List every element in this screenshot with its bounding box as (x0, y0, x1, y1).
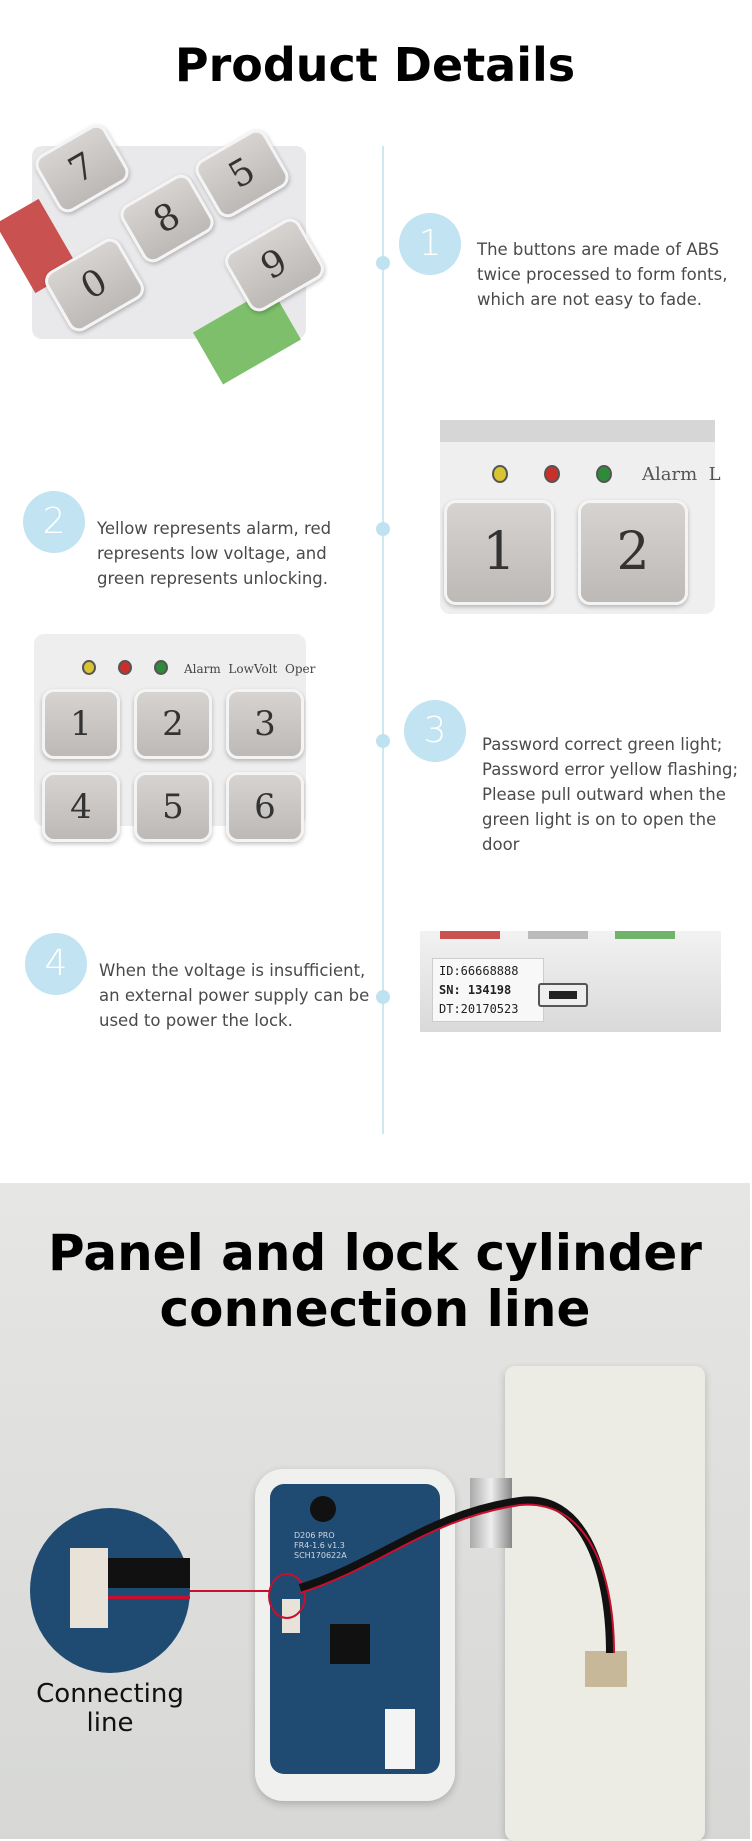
timeline-dot (376, 990, 390, 1004)
usb-port-icon (538, 983, 588, 1007)
key-2: 2 (134, 689, 212, 759)
red-led (118, 660, 132, 675)
sticker-sn: SN: 134198 (439, 983, 512, 997)
timeline-dot (376, 734, 390, 748)
sticker-id: ID:66668888 (439, 964, 519, 978)
panel-edge (440, 420, 715, 442)
key-9: 9 (221, 214, 329, 315)
feature-3-text: Password correct green light; Password error yellow flashing; Please pull outward when the green light is on to open the door (482, 735, 739, 854)
cable-red-wire (300, 1505, 614, 1653)
sticker-dt: DT:20170523 (439, 1002, 519, 1016)
red-key-edge (440, 931, 500, 939)
led-labels (184, 662, 315, 676)
key-6: 6 (226, 772, 304, 842)
connecting-line-label: Connecting line (36, 1679, 184, 1738)
step-badge-2: 2 (23, 491, 85, 553)
feature-1-text: The buttons are made of ABS twice processed to form fonts, which are not easy to fade. (477, 240, 728, 309)
key-1: 1 (42, 689, 120, 759)
connection-title-line-1: Panel and lock cylinder (48, 1224, 702, 1282)
green-led (596, 465, 612, 483)
key-2: 2 (578, 500, 688, 605)
step-badge-4: 4 (25, 933, 87, 995)
connection-title-line-2: connection line (159, 1280, 591, 1338)
led-panel-image (440, 420, 721, 614)
key-5: 5 (134, 772, 212, 842)
usb-port-slot (549, 991, 577, 999)
green-led (154, 660, 168, 675)
pcb-text: D206 PRO FR4-1.6 v1.3 SCH170622A (294, 1531, 347, 1560)
step-badge-1: 1 (399, 213, 461, 275)
zoom-inset (30, 1508, 190, 1673)
key-4: 4 (42, 772, 120, 842)
key-8: 8 (116, 170, 218, 266)
page-title: Product Details (174, 38, 576, 92)
lowvolt-label: LowVolt (228, 662, 278, 676)
key-0: 0 (41, 234, 149, 335)
red-led (544, 465, 560, 483)
key-1: 1 (444, 500, 554, 605)
key-7: 7 (31, 120, 133, 216)
alarm-label: Alarm (184, 662, 221, 676)
feature-2-text: Yellow represents alarm, red represents low voltage, and green represents unlocking. (97, 519, 332, 588)
keypad-closeup-image (32, 146, 306, 339)
timeline-dot (376, 522, 390, 536)
green-key-edge (615, 931, 675, 939)
key-5: 5 (191, 125, 293, 221)
inset-black-wires (108, 1558, 190, 1588)
connection-section (0, 1183, 750, 1839)
label-sticker-image (420, 931, 721, 1032)
cut-off-label: L (708, 464, 721, 485)
timeline-dot (376, 256, 390, 270)
timeline-line (382, 146, 384, 1134)
alarm-label: Alarm (642, 464, 698, 485)
step-badge-3: 3 (404, 700, 466, 762)
yellow-led (492, 465, 508, 483)
led-labels (642, 464, 721, 485)
yellow-led (82, 660, 96, 675)
feature-4-text: When the voltage is insufficient, an external power supply can be used to power the lock. (99, 961, 370, 1030)
gray-key-edge (528, 931, 588, 939)
key-3: 3 (226, 689, 304, 759)
open-label: Oper (284, 662, 316, 676)
inset-connector (70, 1548, 108, 1628)
inset-red-wire (108, 1596, 190, 1599)
label-sticker (432, 958, 544, 1022)
keypad-panel-image (34, 634, 316, 827)
